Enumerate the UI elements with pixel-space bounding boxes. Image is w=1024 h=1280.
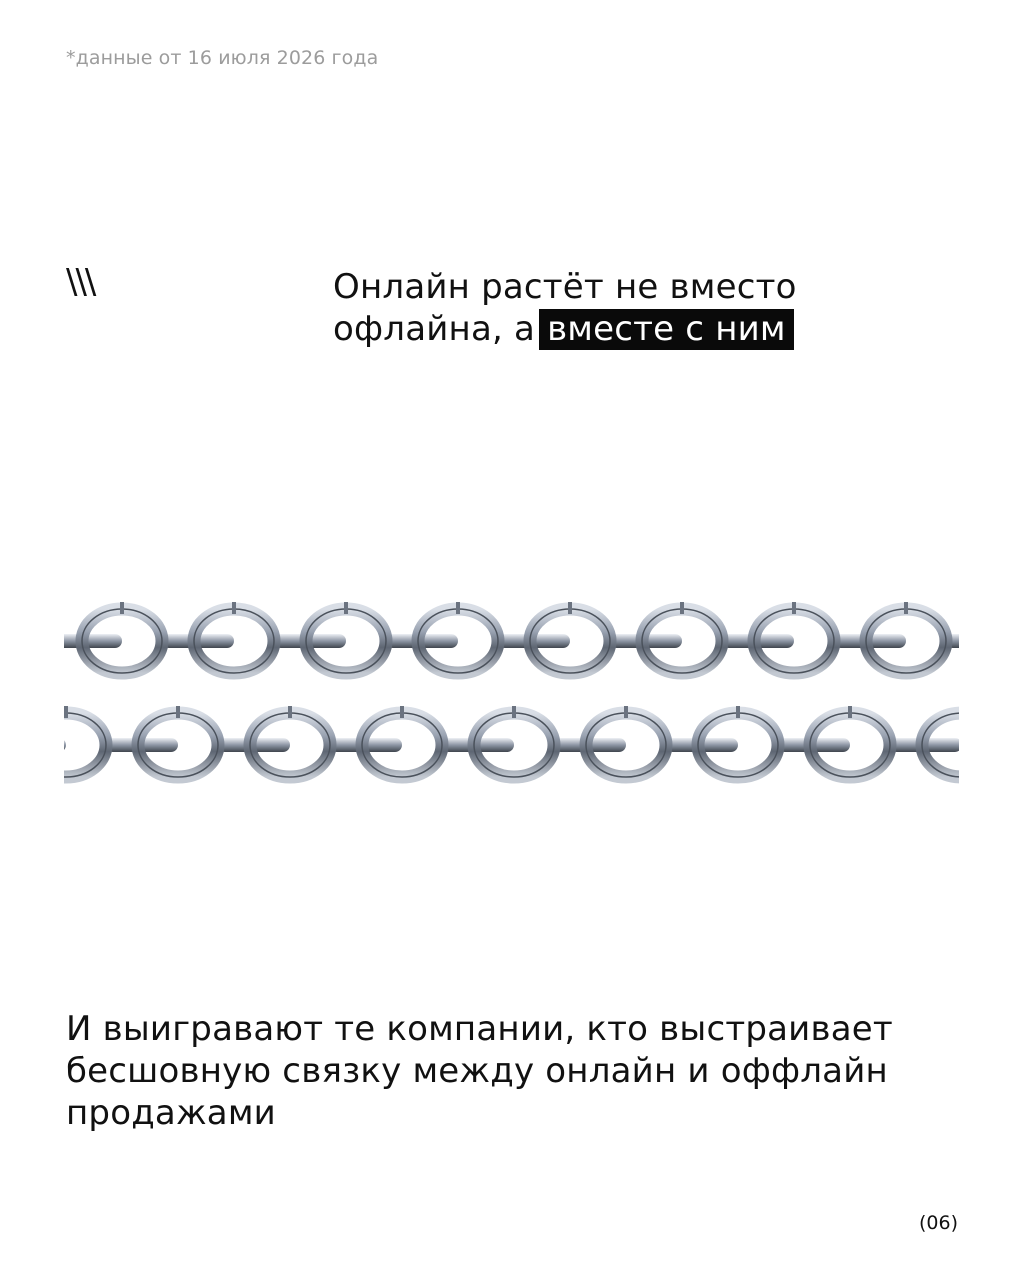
chain-icon-row-2: [64, 700, 959, 790]
headline-line-2: [333, 308, 933, 350]
data-date-footnote: *данные от 16 июля 2026 года: [66, 47, 379, 69]
headline: [333, 266, 933, 350]
headline-line-2-prefix: офлайна, а: [333, 309, 536, 349]
chain-side-link: [64, 634, 122, 648]
chain-icon: [64, 596, 959, 686]
headline-line-1: Онлайн растёт не вместо: [333, 267, 797, 307]
body-line-2: бесшовную связку между онлайн и оффлайн: [66, 1051, 888, 1091]
body-line-1: И выигравают те компании, кто выстраивает: [66, 1009, 893, 1049]
headline-highlight: вместе с ним: [539, 309, 794, 350]
section-marker: \\\: [66, 262, 95, 302]
chain-link: [64, 706, 106, 777]
body-text: [66, 1008, 966, 1134]
chain-icon-row-1: [64, 596, 959, 686]
body-line-3: продажами: [66, 1093, 276, 1133]
chain-side-link: [64, 738, 66, 752]
page-number: (06): [918, 1212, 958, 1234]
chain-icon: [64, 700, 959, 790]
